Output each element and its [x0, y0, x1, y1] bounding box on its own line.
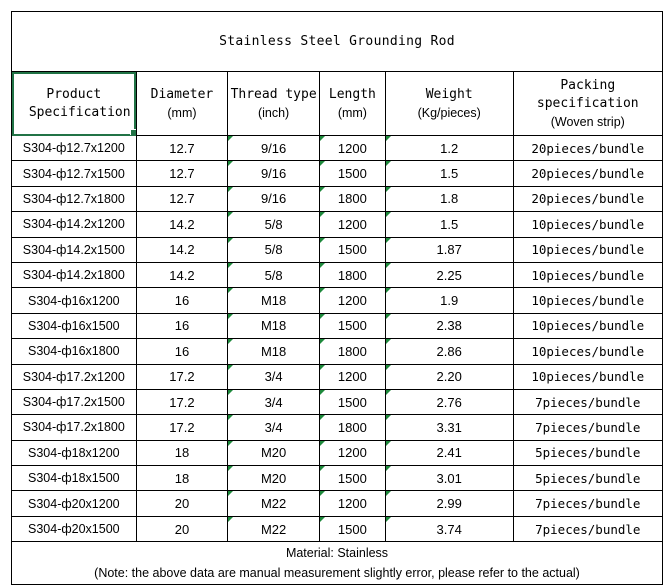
- cell-weight[interactable]: 2.20: [385, 364, 513, 389]
- cell-packing[interactable]: 7pieces/bundle: [513, 516, 662, 541]
- cell-diameter[interactable]: 17.2: [136, 364, 228, 389]
- cell-spec[interactable]: S304-ф14.2x1500: [12, 237, 137, 262]
- cell-length[interactable]: 1500: [319, 466, 385, 491]
- cell-weight[interactable]: 3.01: [385, 466, 513, 491]
- header-row: [12, 72, 663, 136]
- header-packing-specification[interactable]: [513, 72, 662, 136]
- cell-diameter[interactable]: 16: [136, 313, 228, 338]
- cell-weight[interactable]: 2.25: [385, 262, 513, 287]
- table-row: [12, 415, 663, 440]
- cell-spec[interactable]: S304-ф20x1500: [12, 516, 137, 541]
- cell-packing[interactable]: 20pieces/bundle: [513, 136, 662, 161]
- cell-diameter[interactable]: 16: [136, 339, 228, 364]
- cell-packing[interactable]: 20pieces/bundle: [513, 161, 662, 186]
- cell-thread-type[interactable]: 9/16: [228, 186, 320, 211]
- cell-weight[interactable]: 2.76: [385, 389, 513, 414]
- cell-thread-type[interactable]: M20: [228, 466, 320, 491]
- cell-diameter[interactable]: 12.7: [136, 161, 228, 186]
- header-label: Product Specification: [28, 86, 131, 120]
- spec-table: [11, 11, 663, 585]
- header-weight[interactable]: [385, 72, 513, 136]
- cell-length[interactable]: 1200: [319, 364, 385, 389]
- header-unit: (inch): [257, 105, 290, 120]
- header-diameter[interactable]: [136, 72, 228, 136]
- header-unit: (Kg/pieces): [417, 105, 481, 120]
- cell-spec[interactable]: S304-ф17.2x1800: [12, 415, 137, 440]
- cell-length[interactable]: 1500: [319, 516, 385, 541]
- cell-thread-type[interactable]: M22: [228, 516, 320, 541]
- header-label: Length: [328, 86, 376, 102]
- table-row: [12, 466, 663, 491]
- table-row: [12, 237, 663, 262]
- cell-thread-type[interactable]: M18: [228, 313, 320, 338]
- cell-packing[interactable]: 10pieces/bundle: [513, 237, 662, 262]
- table-row: [12, 212, 663, 237]
- cell-packing[interactable]: 10pieces/bundle: [513, 339, 662, 364]
- cell-weight[interactable]: 1.9: [385, 288, 513, 313]
- cell-length[interactable]: 1800: [319, 262, 385, 287]
- cell-thread-type[interactable]: 5/8: [228, 212, 320, 237]
- spreadsheet: [11, 11, 663, 582]
- cell-weight[interactable]: 3.74: [385, 516, 513, 541]
- cell-spec[interactable]: S304-ф12.7x1800: [12, 186, 137, 211]
- cell-diameter[interactable]: 20: [136, 516, 228, 541]
- cell-diameter[interactable]: 12.7: [136, 136, 228, 161]
- cell-spec[interactable]: S304-ф18x1500: [12, 466, 137, 491]
- cell-weight[interactable]: 1.5: [385, 212, 513, 237]
- cell-diameter[interactable]: 18: [136, 466, 228, 491]
- cell-spec[interactable]: S304-ф16x1200: [12, 288, 137, 313]
- cell-weight[interactable]: 1.87: [385, 237, 513, 262]
- table-row: [12, 262, 663, 287]
- cell-thread-type[interactable]: 9/16: [228, 161, 320, 186]
- table-row: [12, 313, 663, 338]
- table-row: [12, 364, 663, 389]
- cell-diameter[interactable]: 14.2: [136, 212, 228, 237]
- header-label: Thread type: [230, 86, 317, 102]
- table-row: [12, 389, 663, 414]
- cell-diameter[interactable]: 17.2: [136, 389, 228, 414]
- cell-length[interactable]: 1200: [319, 491, 385, 516]
- material-text: Material: Stainless: [285, 546, 389, 561]
- cell-diameter[interactable]: 18: [136, 440, 228, 465]
- header-label: Diameter: [150, 86, 214, 102]
- cell-thread-type[interactable]: M20: [228, 440, 320, 465]
- cell-packing[interactable]: 10pieces/bundle: [513, 288, 662, 313]
- table-title[interactable]: Stainless Steel Grounding Rod: [12, 12, 663, 72]
- cell-spec[interactable]: S304-ф16x1500: [12, 313, 137, 338]
- cell-spec[interactable]: S304-ф12.7x1200: [12, 136, 137, 161]
- cell-diameter[interactable]: 20: [136, 491, 228, 516]
- cell-spec[interactable]: S304-ф17.2x1200: [12, 364, 137, 389]
- cell-diameter[interactable]: 16: [136, 288, 228, 313]
- header-label: Weight: [425, 86, 473, 102]
- cell-length[interactable]: 1800: [319, 415, 385, 440]
- cell-weight[interactable]: 1.8: [385, 186, 513, 211]
- header-unit: (Woven strip): [550, 114, 625, 129]
- cell-weight[interactable]: 3.31: [385, 415, 513, 440]
- cell-thread-type[interactable]: 3/4: [228, 389, 320, 414]
- cell-thread-type[interactable]: 5/8: [228, 237, 320, 262]
- header-unit: (mm): [167, 105, 197, 120]
- table-row: [12, 440, 663, 465]
- cell-packing[interactable]: 10pieces/bundle: [513, 364, 662, 389]
- cell-diameter[interactable]: 14.2: [136, 237, 228, 262]
- cell-length[interactable]: 1200: [319, 440, 385, 465]
- cell-packing[interactable]: 7pieces/bundle: [513, 415, 662, 440]
- cell-length[interactable]: 1800: [319, 186, 385, 211]
- cell-packing[interactable]: 10pieces/bundle: [513, 313, 662, 338]
- cell-length[interactable]: 1500: [319, 161, 385, 186]
- footer-note-cell[interactable]: [12, 542, 663, 585]
- table-row: [12, 339, 663, 364]
- cell-spec[interactable]: S304-ф20x1200: [12, 491, 137, 516]
- header-length[interactable]: [319, 72, 385, 136]
- cell-thread-type[interactable]: M18: [228, 339, 320, 364]
- cell-weight[interactable]: 2.99: [385, 491, 513, 516]
- cell-length[interactable]: 1500: [319, 389, 385, 414]
- cell-spec[interactable]: S304-ф17.2x1500: [12, 389, 137, 414]
- cell-length[interactable]: 1500: [319, 313, 385, 338]
- cell-length[interactable]: 1200: [319, 288, 385, 313]
- header-label: Packing specification: [536, 77, 639, 111]
- cell-thread-type[interactable]: 9/16: [228, 136, 320, 161]
- cell-length[interactable]: 1200: [319, 136, 385, 161]
- cell-length[interactable]: 1200: [319, 212, 385, 237]
- table-row: [12, 161, 663, 186]
- cell-thread-type[interactable]: M18: [228, 288, 320, 313]
- cell-diameter[interactable]: 17.2: [136, 415, 228, 440]
- table-row: [12, 516, 663, 541]
- table-row: [12, 186, 663, 211]
- cell-spec[interactable]: S304-ф18x1200: [12, 440, 137, 465]
- header-thread-type[interactable]: [228, 72, 320, 136]
- cell-thread-type[interactable]: 3/4: [228, 364, 320, 389]
- cell-length[interactable]: 1500: [319, 237, 385, 262]
- cell-spec[interactable]: S304-ф16x1800: [12, 339, 137, 364]
- cell-length[interactable]: 1800: [319, 339, 385, 364]
- cell-weight[interactable]: 1.5: [385, 161, 513, 186]
- cell-spec[interactable]: S304-ф12.7x1500: [12, 161, 137, 186]
- cell-weight[interactable]: 2.41: [385, 440, 513, 465]
- header-product-specification[interactable]: [12, 72, 137, 136]
- cell-weight[interactable]: 2.86: [385, 339, 513, 364]
- cell-packing[interactable]: 10pieces/bundle: [513, 212, 662, 237]
- cell-thread-type[interactable]: 5/8: [228, 262, 320, 287]
- cell-packing[interactable]: 7pieces/bundle: [513, 389, 662, 414]
- measurement-note: (Note: the above data are manual measurement slightly error, please refer to the actual): [94, 566, 580, 581]
- cell-packing[interactable]: 5pieces/bundle: [513, 466, 662, 491]
- cell-spec[interactable]: S304-ф14.2x1800: [12, 262, 137, 287]
- cell-thread-type[interactable]: 3/4: [228, 415, 320, 440]
- table-row: [12, 491, 663, 516]
- header-unit: (mm): [337, 105, 367, 120]
- cell-packing[interactable]: 20pieces/bundle: [513, 186, 662, 211]
- table-row: [12, 136, 663, 161]
- cell-weight[interactable]: 1.2: [385, 136, 513, 161]
- cell-spec[interactable]: S304-ф14.2x1200: [12, 212, 137, 237]
- title-row: [12, 12, 663, 72]
- cell-packing[interactable]: 10pieces/bundle: [513, 262, 662, 287]
- cell-diameter[interactable]: 14.2: [136, 262, 228, 287]
- table-row: [12, 288, 663, 313]
- cell-thread-type[interactable]: M22: [228, 491, 320, 516]
- cell-weight[interactable]: 2.38: [385, 313, 513, 338]
- footer-row: [12, 542, 663, 585]
- cell-packing[interactable]: 5pieces/bundle: [513, 440, 662, 465]
- cell-packing[interactable]: 7pieces/bundle: [513, 491, 662, 516]
- cell-diameter[interactable]: 12.7: [136, 186, 228, 211]
